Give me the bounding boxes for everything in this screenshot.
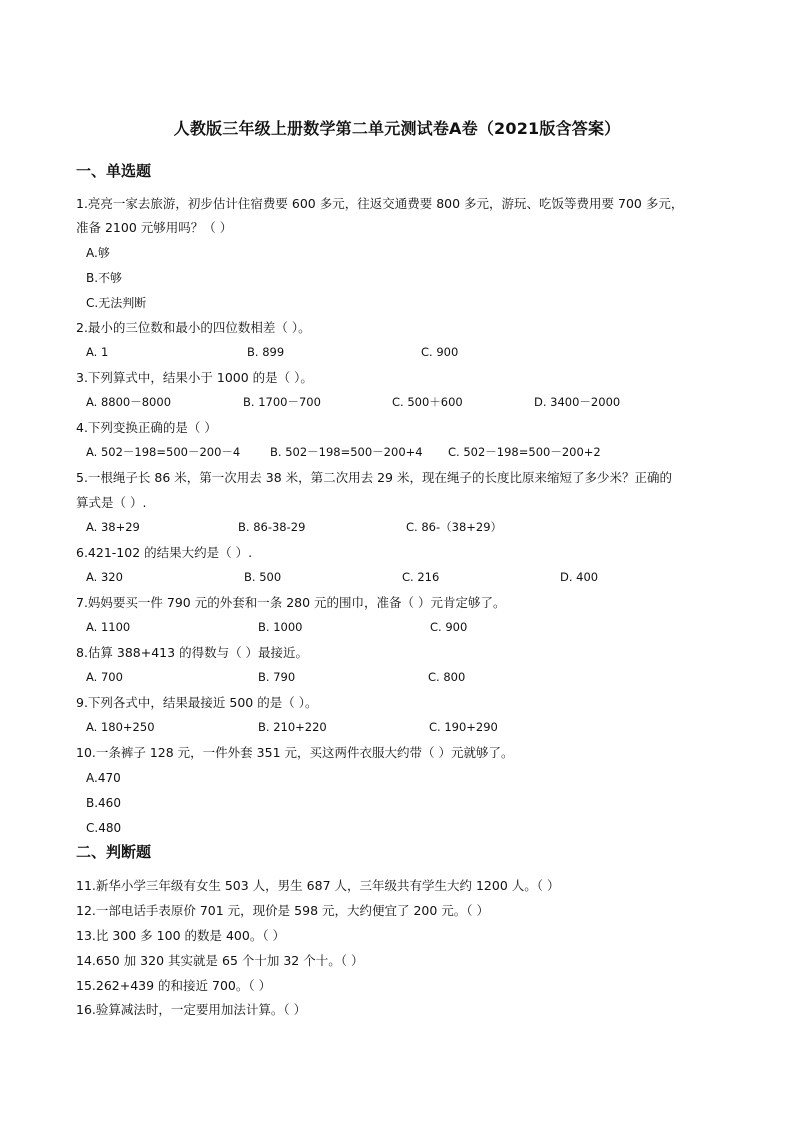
question-10: 10.一条裤子 128 元，一件外套 351 元，买这两件衣服大约带（ ）元就够了。 (76, 745, 514, 760)
question-7-option-b: B. 1000 (258, 620, 303, 634)
question-11: 11.新华小学三年级有女生 503 人，男生 687 人，三年级共有学生大约 1200 人。（ ） (76, 878, 560, 893)
question-1-option-b: B.不够 (86, 271, 123, 285)
question-3-option-d: D. 3400－2000 (534, 395, 621, 409)
question-9: 9.下列各式中，结果最接近 500 的是（ ）。 (76, 695, 318, 710)
question-2-option-c: C. 900 (421, 345, 459, 359)
question-8-option-a: A. 700 (86, 670, 123, 684)
section-single-choice: 一、单选题 (76, 162, 152, 180)
question-8-option-c: C. 800 (428, 670, 466, 684)
question-8-option-b: B. 790 (258, 670, 296, 684)
question-5-line-2: 算式是（ ）. (76, 495, 147, 510)
page-title: 人教版三年级上册数学第二单元测试卷A卷（2021版含答案） (173, 119, 621, 138)
section-true-false: 二、判断题 (76, 843, 152, 861)
question-14: 14.650 加 320 其实就是 65 个十加 32 个十。（ ） (76, 953, 364, 968)
question-7: 7.妈妈要买一件 790 元的外套和一条 280 元的围巾，准备（ ）元肯定够了。 (76, 595, 506, 610)
question-10-option-c: C.480 (86, 821, 122, 835)
question-7-option-c: C. 900 (430, 620, 468, 634)
question-5-option-a: A. 38+29 (86, 520, 140, 534)
question-10-option-a: A.470 (86, 771, 121, 785)
question-1-line-1: 1.亮亮一家去旅游，初步估计住宿费要 600 多元，往返交通费要 800 多元，游玩、吃饭等费用要 700 多元， (76, 196, 684, 211)
question-3: 3.下列算式中，结果小于 1000 的是（ ）。 (76, 370, 313, 385)
question-4: 4.下列变换正确的是（ ） (76, 420, 217, 435)
question-6-option-c: C. 216 (402, 570, 440, 584)
question-2: 2.最小的三位数和最小的四位数相差（ ）。 (76, 320, 311, 335)
question-12: 12.一部电话手表原价 701 元，现价是 598 元，大约便宜了 200 元。（ ） (76, 903, 490, 918)
question-4-option-b: B. 502－198=500－200+4 (270, 445, 423, 459)
question-6-option-d: D. 400 (560, 570, 599, 584)
question-3-option-a: A. 8800－8000 (86, 395, 172, 409)
question-4-option-c: C. 502－198=500－200+2 (448, 445, 601, 459)
question-4-option-a: A. 502－198=500－200－4 (86, 445, 241, 459)
question-3-option-b: B. 1700－700 (243, 395, 321, 409)
question-6: 6.421-102 的结果大约是（ ）. (76, 545, 253, 560)
question-8: 8.估算 388+413 的得数与（ ）最接近。 (76, 645, 309, 660)
question-5-option-c: C. 86-（38+29） (406, 520, 503, 534)
question-15: 15.262+439 的和接近 700。（ ） (76, 978, 272, 993)
question-3-option-c: C. 500＋600 (392, 395, 463, 409)
question-5-option-b: B. 86-38-29 (238, 520, 306, 534)
question-10-option-b: B.460 (86, 796, 121, 810)
question-1-line-2: 准备 2100 元够用吗？（ ） (76, 220, 233, 235)
question-13: 13.比 300 多 100 的数是 400。（ ） (76, 928, 286, 943)
question-6-option-a: A. 320 (86, 570, 123, 584)
question-5-line-1: 5.一根绳子长 86 米，第一次用去 38 米，第二次用去 29 米，现在绳子的长度比原来缩短了多少米？正确的 (76, 470, 672, 485)
question-2-option-b: B. 899 (247, 345, 285, 359)
question-16: 16.验算减法时，一定要用加法计算。（ ） (76, 1002, 307, 1017)
question-9-option-a: A. 180+250 (86, 720, 155, 734)
question-6-option-b: B. 500 (244, 570, 282, 584)
question-9-option-b: B. 210+220 (258, 720, 327, 734)
question-2-option-a: A. 1 (86, 345, 109, 359)
question-9-option-c: C. 190+290 (429, 720, 498, 734)
question-1-option-c: C.无法判断 (86, 296, 147, 310)
question-1-option-a: A.够 (86, 246, 110, 260)
question-7-option-a: A. 1100 (86, 620, 131, 634)
